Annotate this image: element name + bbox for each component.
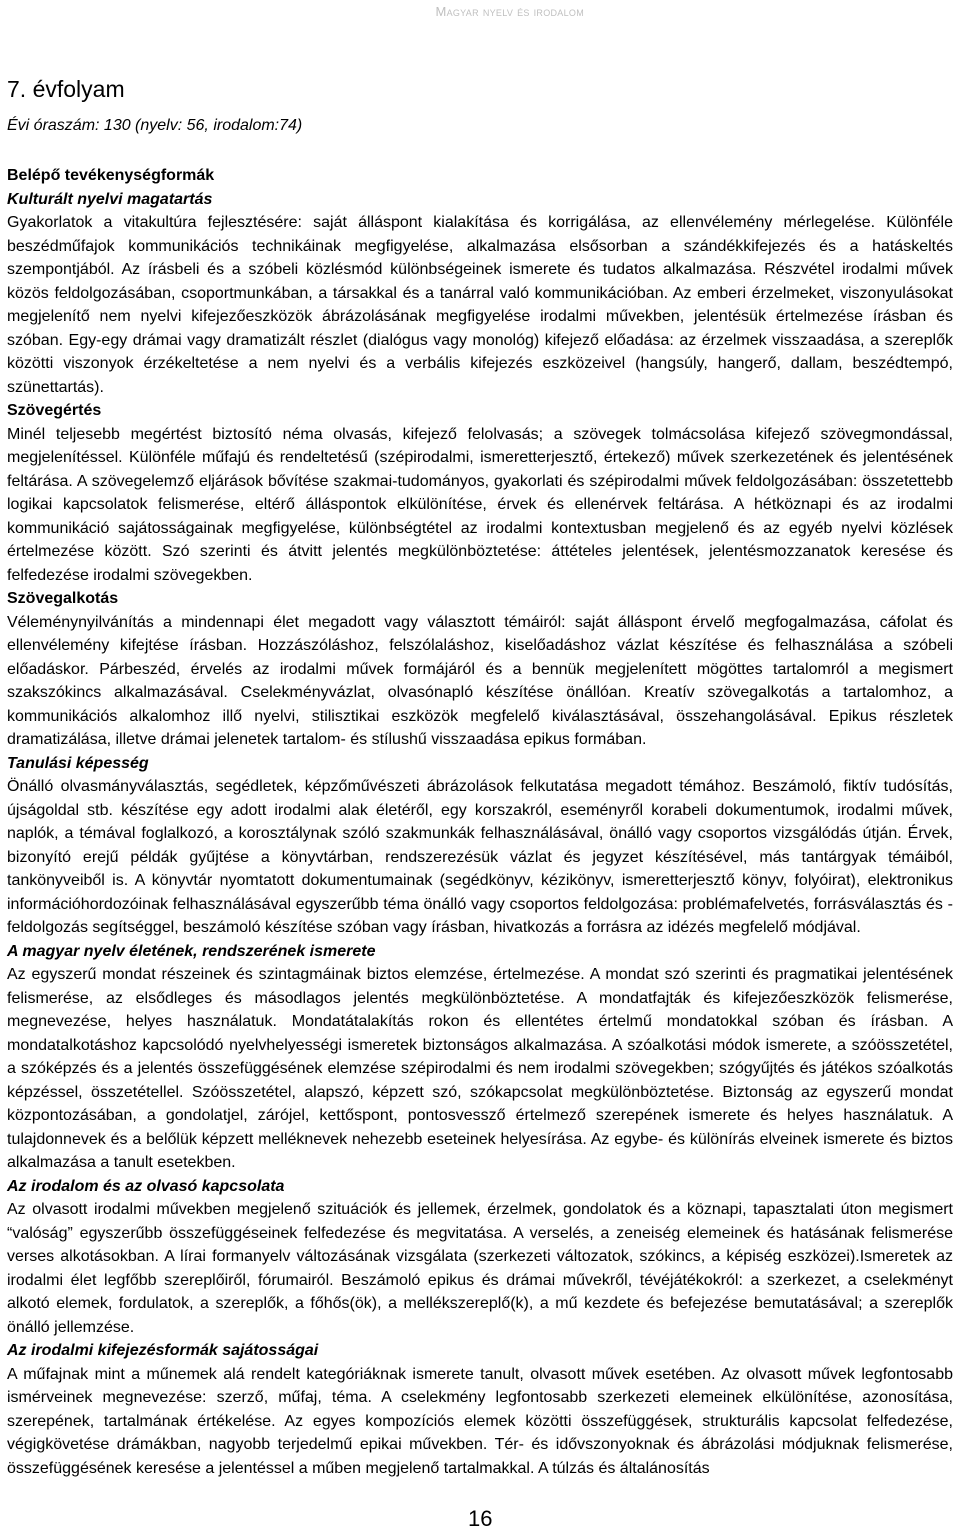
annual-hours: Évi óraszám: 130 (nyelv: 56, irodalom:74) [7,117,303,134]
grade-title: 7. évfolyam [7,76,125,102]
literary-forms-text: A műfajnak mint a műnemek alá rendelt kategóriáknak ismerete tanult, olvasott művek esetében. Az olvasott művek legfontosabb ismérveinek megnevezése: szerző, műfaj, téma. A cselekmény legfontosabb szerkezeti elemeinek elkülönítése, azonosítása, szerepének, tartalmának értékelése. Az egyes kompozíciós elemek közötti összefüggések, strukturális kapcsolat felfedezése, végigkövetése drámákban, nagyobb terjedelmű epikai művekben. Tér- és idővszonyoknak és ábrázolási módjuknak felismerése, összefüggésének keresése a jelentéssel a műben megjelenő tartalmakkal. A túlzás és általánosítás [7,1365,953,1477]
learning-text: Önálló olvasmányválasztás, segédletek, képzőművészeti ábrázolások felkutatása megadott témához. Beszámoló, fiktív tudósítás, újságoldal stb. készítése egy adott irodalmi alak életéről, egy korszakról, eseményről korabeli dokumentumok, irodalmi művek, naplók, a témával foglalkozó, a korosztálynak szóló szakmunkák felhasználásával, önálló vagy csoportos vizsgálódás útján. Érvek, bizonyító erejű példák gyűjtése a könyvtárban, rendszerezésük vázlat és jegyzet készítésével, más tantárgyak témáiból, tankönyveiből is. A könyvtár nyomtatott dokumentumainak (segédkönyv, kézikönyv, ismeretterjesztő könyv, folyóirat), elektronikus információhordozóinak felhasználásával egyszerűbb téma önálló vagy csoportos feldolgozása: problémafelvetés, forrásválasztás és -feldolgozás segítséggel, beszámoló készítése szóban vagy írásban, hivatkozás a forrásra az idézés megfelelő módjával. [7,778,953,936]
literature-reader-text: Az olvasott irodalmi művekben megjelenő szituációk és jellemek, érzelmek, gondolatok és a köznapi, tapasztalati úton megismert “valóság” egyszerűbb összefüggéseinek felfedezése és megvitatása. A verselés, a zeneiség elemeinek és hatásának felismerése verses alkotásokban. A lírai formanyelv változásának vizsgálata (szerkezeti változatok, szókincs, a képiség eszközei).Ismeretek az irodalmi élet legfőbb szereplőiről, fórumairól. Beszámoló epikus és drámai művekről, tévéjátékokról: a szerkezet, a cselekményt alkotó elemek, fordulatok, a szereplők, a főhős(ök), a mellékszereplő(k), a mű kezdete és befejezése bemutatásával; a szereplők önálló jellemzése. [7,1201,953,1336]
entry-activities-heading: Belépő tevékenységformák [7,167,215,184]
literary-forms-heading: Az irodalmi kifejezésformák sajátosságai [7,1342,319,1359]
language-text: Az egyszerű mondat részeinek és szintagmáinak biztos elemzése, értelmezése. A mondat szó szerinti és pragmatikai jelentésének felismerése, az elsődleges és másodlagos jelentés megkülönböztetése. A mondatfajták és kifejezőeszközök felismerése, megnevezése, helyes használatuk. Mondatátalakítás rokon és ellentétes értelmű mondatokkal szóban és írásban. A mondatalkotáshoz kapcsolódó nyelvhelyességi ismeretek biztonságos alkalmazása. A szóalkotási módok ismerete, a szóösszetétel, a szóképzés és a jelentés összefüggésének elemzése szépirodalmi és nem irodalmi szövegekben; szógyűjtés és játékos szóalkotás képzéssel, összetétellel. Szóösszetétel, alapszó, képzett szó, szókapcsolat megkülönböztetése. Biztonság az egyszerű mondat központozásában, a gondolatjel, zárójel, kettőspont, pontosvessző értelmező szerepének ismerete és helyes használatuk. A tulajdonnevek és a belőlük képzett melléknevek nehezebb eseteinek helyesírása. Az egybe- és különírás elveinek ismerete és biztos alkalmazása a tanult esetekben. [7,966,953,1171]
document-body [7,164,953,1480]
page-number: 16 [468,1506,493,1531]
comprehension-heading: Szövegértés [7,402,102,419]
learning-heading: Tanulási képesség [7,754,149,772]
composition-heading: Szövegalkotás [7,590,119,607]
comprehension-text: Minél teljesebb megértést biztosító néma olvasás, kifejező felolvasás; a szövegek tolmácsolása kifejező szövegmondással, megjelenítéssel. Különféle műfajú és rendeltetésű (szépirodalmi, ismeretterjesztő, értekező) művek szerkezetének és jelentésének feltárása. A szövegelemző eljárások bővítése szakmai-tudományos, gyakorlati és szépirodalmi művek feldolgozásában: összetettebb logikai kapcsolatok felismerése, eltérő álláspontok elkülönítése, érvek és ellenérvek feltárása. A hétköznapi és az irodalmi kommunikáció sajátosságainak megfigyelése, különbségtétel az irodalmi kontextusban megjelenő és az egyéb nyelvi közlések értelmezése között. Szó szerinti és átvitt jelentés megkülönböztetése: áttételes jelentések, jelentésmozzanatok keresése és felfedezése irodalmi szövegekben. [7,425,953,584]
literature-reader-heading: Az irodalom és az olvasó kapcsolata [7,1177,285,1195]
language-heading: A magyar nyelv életének, rendszerének ismerete [7,942,376,960]
running-header: Magyar nyelv és irodalom [435,4,584,19]
composition-text: Véleménynyilvánítás a mindennapi élet megadott vagy választott témáiról: saját álláspont érvelő megfogalmazása, cáfolat és ellenvélemény kifejtése írásban. Hozzászóláshoz, felszólaláshoz, kiselőadáshoz vázlat készítése és felhasználása a szóbeli előadáskor. Párbeszéd, érvelés az irodalmi művek formájáról és a bennük megjelenített mögöttes tartalomról a megismert szakszókincs alkalmazásával. Cselekményvázlat, olvasónapló készítése önállóan. Kreatív szövegalkotás a tartalomhoz, a kommunikációs alkalomhoz illő nyelvi, stilisztikai eszközök megfelelő kiválasztásával, összehangolásával. Epikus részletek dramatizálása, illetve drámai jelenetek tartalom- és stílushű visszaadása epikus formában. [7,613,953,748]
culture-text: Gyakorlatok a vitakultúra fejlesztésére: saját álláspont kialakítása és korrigálása, az ellenvélemény mérlegelése. Különféle beszédműfajok kommunikációs technikáinak megfigyelése, alkalmazása elsősorban a szándékkifejezés és a hatáskeltés szempontjából. Az írásbeli és a szóbeli közlésmód különbségeinek ismerete és tudatos alkalmazása. Részvétel irodalmi művek közös feldolgozásában, csoportmunkában, a társakkal és a tanárral való kommunikációban. Az emberi érzelmeket, viszonyulásokat megjelenítő nem nyelvi kifejezőeszközök ábrázolásának megfigyelése irodalmi művekben, jelentésük értelmezése írásban és szóban. Egy-egy drámai vagy dramatizált részlet (dialógus vagy monológ) kifejező előadása: az érzelmek visszaadása, a szereplők közötti viszonyok érzékeltetése a nem nyelvi és a verbális kifejezés eszközeivel (hangsúly, hangerő, dallam, beszédtempó, szünettartás). [7,214,953,396]
culture-heading: Kulturált nyelvi magatartás [7,190,213,208]
